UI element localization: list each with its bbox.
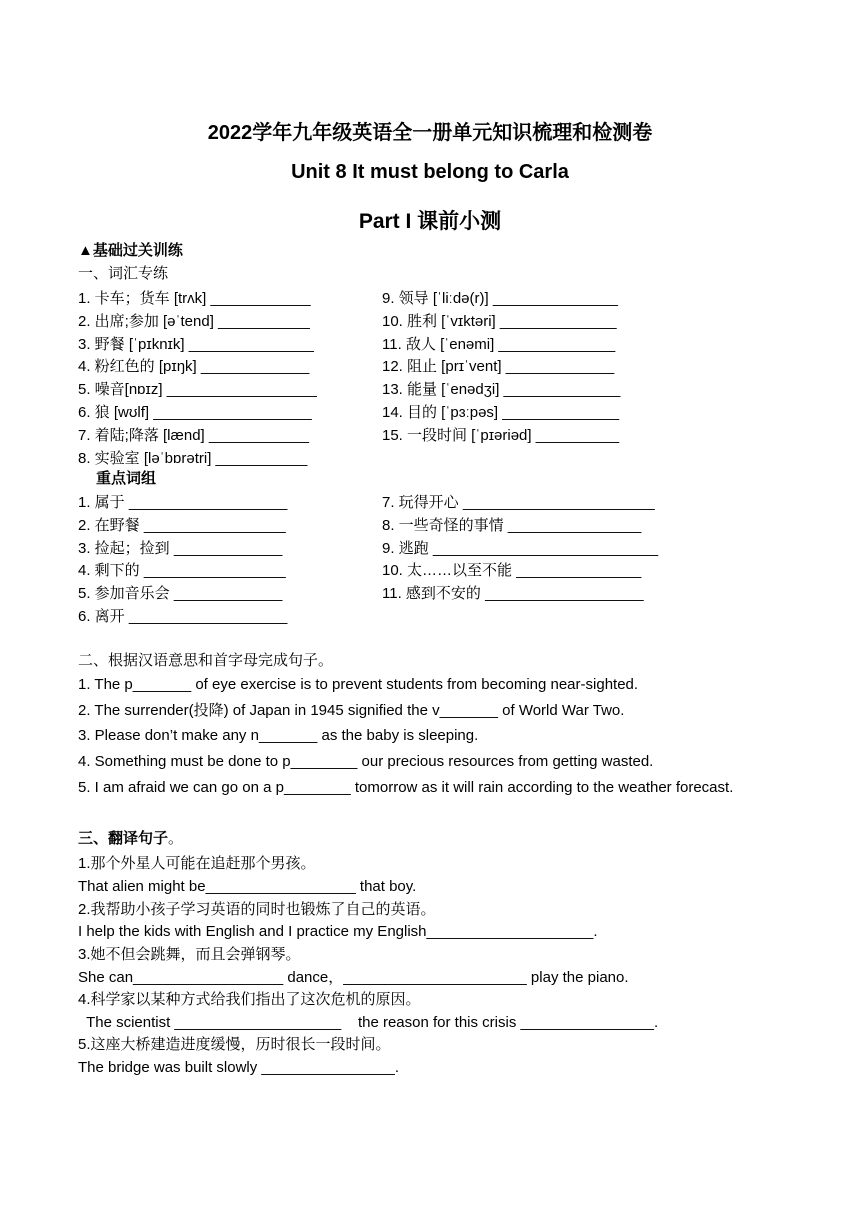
vocab-item: 6. 狼 [wʊlf] ___________________ [78,403,312,421]
phrase-heading: 重点词组 [96,470,157,487]
phrase-item: 8. 一些奇怪的事情 ________________ [382,516,642,534]
phrase-item: 11. 感到不安的 ___________________ [382,585,644,603]
translation-answer-line: The bridge was built slowly ________________. [78,1059,400,1076]
vocab-list-left [78,288,317,470]
completion-item: 5. I am afraid we can go on a p________ tomorrow as it will rain according to the weather forecast. [78,779,734,796]
phrase-list-left [78,492,287,629]
translation-heading-punct: 。 [168,830,184,847]
phrase-item: 2. 在野餐 _________________ [78,516,286,534]
vocab-item: 14. 目的 [ˈpɜːpəs] ______________ [382,403,620,421]
vocab-item: 15. 一段时间 [ˈpɪəriəd] __________ [382,426,620,444]
translation-answer-line: She can__________________ dance，______________________ play the piano. [78,969,629,986]
translation-heading [78,829,183,849]
part-title: Part I 课前小测 [358,210,502,233]
vocab-list-right [382,288,620,448]
phrase-item: 4. 剩下的 _________________ [78,562,286,580]
completion-item: 4. Something must be done to p________ our precious resources from getting wasted. [78,753,654,770]
translation-answer-line: I help the kids with English and I practice my English____________________. [78,923,598,940]
vocab-item: 10. 胜利 [ˈvɪktəri] ______________ [382,312,617,330]
translation-heading-label: 三、翻译句子 [78,830,169,847]
translation-prompt: 2.我帮助小孩子学习英语的同时也锻炼了自己的英语。 [78,901,436,918]
vocab-item: 2. 出席;参加 [əˈtend] ___________ [78,312,310,330]
vocab-item: 7. 着陆;降落 [lænd] ____________ [78,426,309,444]
phrase-item: 1. 属于 ___________________ [78,494,288,511]
translation-answer-line: The scientist ____________________ the reason for this crisis ________________. [78,1014,659,1031]
completion-item: 1. The p_______ of eye exercise is to prevent students from becoming near-sighted. [78,676,639,693]
vocab-item: 13. 能量 [ˈenədʒi] ______________ [382,381,621,399]
sentence-completion-heading: 二、根据汉语意思和首字母完成句子。 [78,652,334,669]
vocab-item: 5. 噪音[nɒɪz] __________________ [78,381,317,399]
phrase-item: 7. 玩得开心 _______________________ [382,494,655,511]
translation-prompt: 1.那个外星人可能在追赶那个男孩。 [78,855,316,872]
completion-item: 2. The surrender(投降) of Japan in 1945 signified the v_______ of World War Two. [78,702,625,719]
phrase-list-right [382,492,658,606]
vocab-item: 4. 粉红色的 [pɪŋk] _____________ [78,358,310,376]
phrase-item: 5. 参加音乐会 _____________ [78,585,283,603]
vocab-item: 1. 卡车；货车 [trʌk] ____________ [78,290,311,307]
translation-prompt: 5.这座大桥建造进度缓慢，历时很长一段时间。 [78,1036,391,1053]
completion-item: 3. Please don’t make any n_______ as the baby is sleeping. [78,727,479,744]
translation-prompt: 4.科学家以某种方式给我们指出了这次危机的原因。 [78,991,421,1008]
unit-title: Unit 8 It must belong to Carla [291,161,569,183]
vocab-item: 12. 阻止 [prɪˈvent] _____________ [382,358,615,376]
translation-prompt: 3.她不但会跳舞，而且会弹钢琴。 [78,946,301,963]
basic-training-heading: ▲基础过关训练 [78,242,183,259]
translation-answer-line: That alien might be__________________ that boy. [78,878,417,895]
vocab-item: 11. 敌人 [ˈenəmi] ______________ [382,335,616,353]
document-title: 2022学年九年级英语全一册单元知识梳理和检测卷 [207,122,653,144]
vocab-item: 9. 领导 [ˈliːdə(r)] _______________ [382,290,618,307]
vocab-item: 8. 实验室 [ləˈbɒrətri] ___________ [78,449,308,467]
phrase-item: 6. 离开 ___________________ [78,607,288,625]
phrase-item: 3. 捡起；捡到 _____________ [78,539,283,557]
vocab-section-heading: 一、词汇专练 [78,265,169,282]
phrase-item: 10. 太……以至不能 _______________ [382,562,642,580]
phrase-item: 9. 逃跑 ___________________________ [382,539,659,557]
vocab-item: 3. 野餐 [ˈpɪknɪk] _______________ [78,335,314,353]
